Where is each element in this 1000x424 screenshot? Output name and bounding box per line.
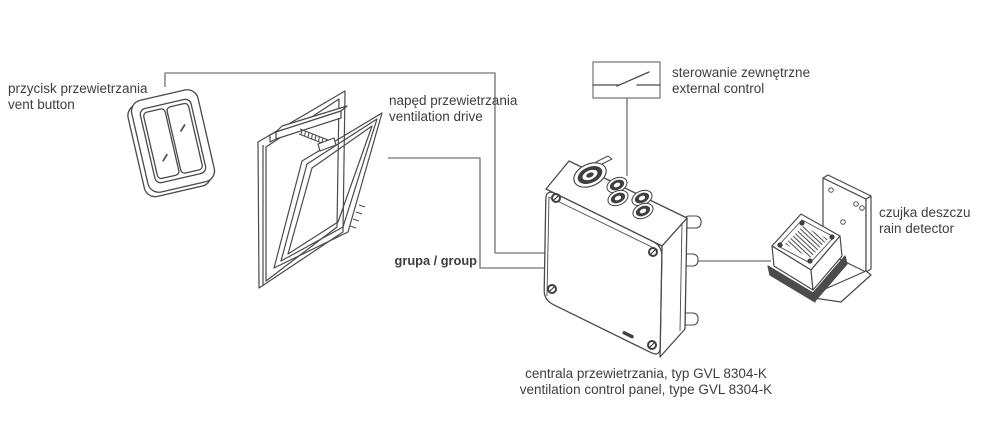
- control-panel-illustration: [544, 156, 701, 357]
- label-vent-button: [8, 81, 148, 113]
- label-external-control-en: external control: [672, 81, 765, 96]
- label-ventilation-drive: [389, 93, 517, 125]
- caption-control-panel-en: ventilation control panel, type GVL 8304-K: [519, 382, 773, 397]
- label-external-control: [672, 65, 810, 97]
- label-group: grupa / group: [394, 253, 477, 268]
- caption-control-panel: [396, 366, 896, 398]
- label-vent-button-pl: przycisk przewietrzania: [8, 81, 148, 96]
- label-ventilation-drive-en: ventilation drive: [389, 109, 483, 124]
- wire-drive-to-panel-group: [388, 158, 547, 268]
- rain-detector-illustration: [768, 175, 871, 302]
- label-vent-button-en: vent button: [8, 97, 75, 112]
- label-rain-detector: [879, 205, 971, 237]
- label-external-control-pl: sterowanie zewnętrzne: [672, 65, 811, 80]
- label-ventilation-drive-pl: napęd przewietrzania: [389, 93, 518, 108]
- label-rain-detector-en: rain detector: [879, 221, 955, 236]
- bracket-plate-edge: [866, 196, 871, 272]
- label-rain-detector-pl: czujka deszczu: [879, 205, 971, 220]
- external-control-box: [593, 62, 660, 98]
- caption-control-panel-pl: centrala przewietrzania, typ GVL 8304-K: [525, 366, 767, 381]
- external-control-symbol: [593, 62, 660, 98]
